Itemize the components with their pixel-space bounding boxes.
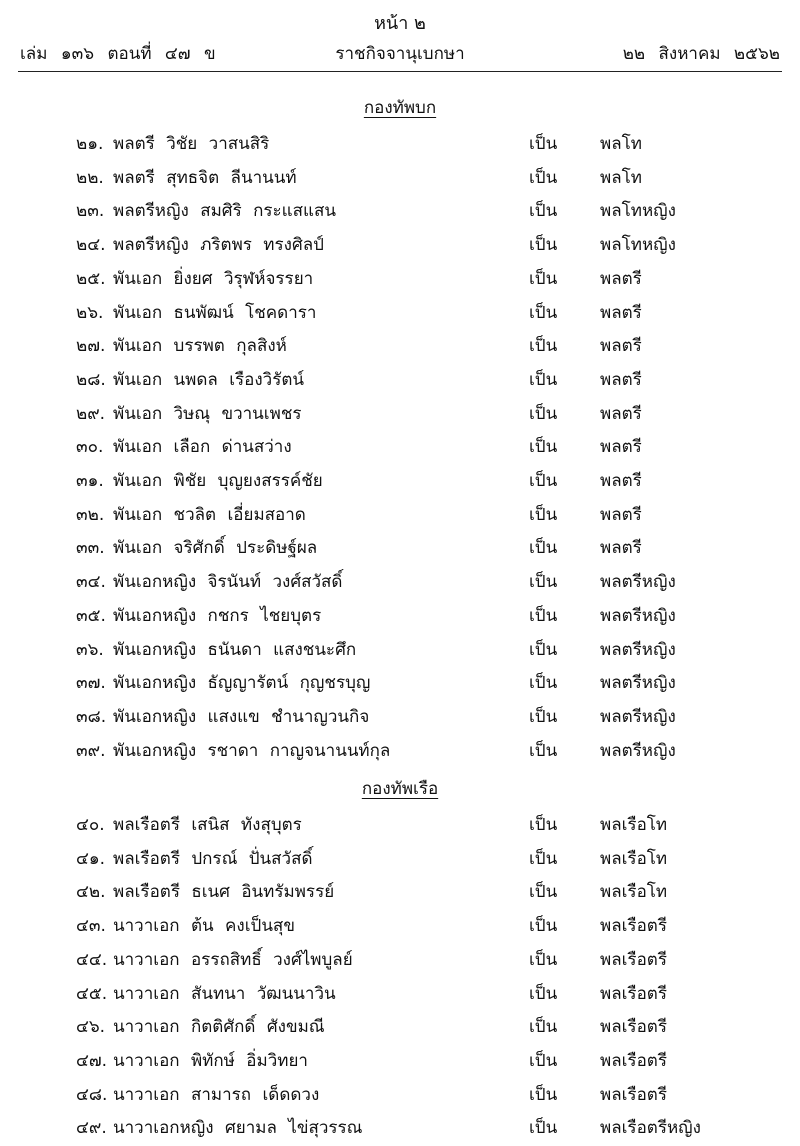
list-item: [0, 1081, 800, 1111]
list-item: [0, 400, 800, 430]
entry-number: ๔๖.: [76, 1017, 106, 1038]
list-item: [0, 636, 800, 666]
entry-name: พันเอก วิษณุ ขวานเพชร: [113, 403, 302, 424]
entry-verb: เป็น: [529, 471, 558, 491]
entry-name: นาวาเอกหญิง ศยามล ไข่สุวรรณ: [113, 1118, 363, 1139]
entry-rank: พลตรี: [600, 403, 642, 424]
entry-rank: พลเรือตรี: [600, 1084, 667, 1105]
header-divider: [18, 71, 782, 72]
entry-name: พันเอกหญิง ธัญญารัตน์ กุญชรบุญ: [113, 673, 371, 694]
entry-number: ๔๒.: [76, 882, 106, 903]
entry-rank: พลตรี: [600, 302, 642, 323]
entry-rank: พลตรี: [600, 437, 642, 458]
entry-verb: เป็น: [529, 201, 558, 222]
entry-name: พันเอก จริศักดิ์ ประดิษฐ์ผล: [113, 538, 318, 559]
entry-name: นาวาเอก กิตติศักดิ์ ศังขมณี: [113, 1017, 325, 1038]
entry-number: ๒๓.: [76, 201, 105, 222]
list-item: [0, 501, 800, 531]
list-item: [0, 164, 800, 194]
entry-name: พันเอกหญิง รชาดา กาญจนานนท์กุล: [113, 740, 391, 761]
entry-number: ๓๗.: [76, 673, 106, 694]
entry-rank: พลตรีหญิง: [600, 572, 676, 593]
entry-name: พลตรี สุทธจิต ลีนานนท์: [113, 167, 297, 188]
entry-verb: เป็น: [529, 235, 558, 256]
entry-verb: เป็น: [529, 1050, 558, 1071]
entry-number: ๒๕.: [76, 268, 106, 289]
entry-verb: เป็น: [529, 639, 558, 660]
entry-rank: พลตรีหญิง: [600, 740, 676, 761]
entry-number: ๔๔.: [76, 949, 108, 970]
entry-verb: เป็น: [529, 268, 558, 289]
list-item: [0, 265, 800, 295]
entry-verb: เป็น: [529, 302, 558, 323]
list-item: [0, 332, 800, 362]
entry-verb: เป็น: [529, 815, 558, 835]
list-item: [0, 669, 800, 699]
entry-number: ๓๓.: [76, 538, 105, 559]
entry-name: พลเรือตรี ปกรณ์ ปั่นสวัสดิ์: [113, 848, 313, 869]
entry-verb: เป็น: [529, 882, 558, 903]
entry-name: พลตรีหญิง สมศิริ กระแสแสน: [113, 201, 336, 222]
entry-name: นาวาเอก ต้น คงเป็นสุข: [113, 916, 295, 937]
entry-number: ๒๔.: [76, 235, 106, 256]
entry-verb: เป็น: [529, 572, 558, 593]
entry-number: ๓๖.: [76, 639, 104, 660]
entry-number: ๓๔.: [76, 572, 106, 593]
list-item: [0, 467, 800, 497]
entry-number: ๒๘.: [76, 369, 106, 390]
entry-name: พันเอกหญิง กชกร ไชยบุตร: [113, 605, 322, 626]
entry-number: ๔๘.: [76, 1084, 108, 1105]
list-item: [0, 946, 800, 976]
list-item: [0, 534, 800, 564]
entry-rank: พลเรือตรี: [600, 1050, 667, 1071]
entry-name: นาวาเอก อรรถสิทธิ์ วงศ์ไพบูลย์: [113, 949, 353, 970]
entry-rank: พลตรี: [600, 336, 642, 357]
entry-number: ๔๓.: [76, 916, 106, 937]
entry-rank: พลเรือตรี: [600, 916, 667, 937]
list-item: [0, 602, 800, 632]
entry-name: นาวาเอก สันทนา วัฒนนาวิน: [113, 983, 336, 1004]
entry-number: ๔๕.: [76, 983, 108, 1004]
list-item: [0, 231, 800, 261]
volume-issue: เล่ม ๑๓๖ ตอนที่ ๔๗ ข: [20, 44, 216, 64]
entry-name: พันเอก นพดล เรืองวิรัตน์: [113, 369, 305, 390]
entry-verb: เป็น: [529, 538, 558, 559]
entry-number: ๓๐.: [76, 437, 104, 458]
list-item: [0, 811, 800, 841]
entry-rank: พลเรือตรี: [600, 949, 667, 970]
entry-name: พลตรีหญิง ภริตพร ทรงศิลป์: [113, 235, 324, 256]
section-title: กองทัพเรือ: [361, 779, 439, 799]
list-item: [0, 1013, 800, 1043]
entry-rank: พลเรือโท: [600, 815, 668, 835]
entry-number: ๔๐.: [76, 815, 105, 835]
entry-number: ๔๗.: [76, 1050, 108, 1071]
entry-verb: เป็น: [529, 167, 558, 188]
entry-rank: พลเรือตรีหญิง: [600, 1118, 701, 1139]
list-item: [0, 568, 800, 598]
entry-name: พันเอกหญิง แสงแข ชำนาญวนกิจ: [113, 706, 370, 727]
entry-verb: เป็น: [529, 403, 558, 424]
entry-number: ๓๑.: [76, 471, 104, 491]
entry-verb: เป็น: [529, 605, 558, 626]
entry-name: พลเรือตรี ธเนศ อินทรัมพรรย์: [113, 882, 335, 903]
entry-rank: พลตรีหญิง: [600, 605, 676, 626]
entry-name: พันเอก ยิ่งยศ วิรุฬห์จรรยา: [113, 268, 314, 289]
list-item: [0, 912, 800, 942]
entry-verb: เป็น: [529, 949, 558, 970]
entry-rank: พลโทหญิง: [600, 201, 676, 222]
entry-rank: พลตรี: [600, 369, 642, 390]
entry-number: ๒๖.: [76, 302, 104, 323]
entry-rank: พลตรี: [600, 504, 642, 525]
entry-name: พันเอก ชวลิต เอี่ยมสอาด: [113, 504, 306, 525]
entry-number: ๓๘.: [76, 706, 107, 727]
entry-name: พันเอกหญิง จิรนันท์ วงศ์สวัสดิ์: [113, 572, 343, 593]
entry-name: พันเอกหญิง ธนันดา แสงชนะศึก: [113, 639, 357, 660]
list-item: [0, 980, 800, 1010]
entry-rank: พลโทหญิง: [600, 235, 676, 256]
entry-rank: พลโท: [600, 134, 642, 154]
entry-rank: พลเรือโท: [600, 882, 668, 903]
entry-rank: พลตรีหญิง: [600, 673, 676, 694]
list-item: [0, 737, 800, 767]
page-number: หน้า ๒: [374, 13, 426, 34]
entry-name: พลตรี วิชัย วาสนสิริ: [113, 134, 270, 154]
list-item: [0, 433, 800, 463]
entry-verb: เป็น: [529, 673, 558, 694]
entry-verb: เป็น: [529, 134, 558, 154]
list-item: [0, 878, 800, 908]
entry-verb: เป็น: [529, 916, 558, 937]
entry-number: ๒๙.: [76, 403, 106, 424]
entry-rank: พลเรือตรี: [600, 1017, 667, 1038]
entry-verb: เป็น: [529, 336, 558, 357]
entry-number: ๒๒.: [76, 167, 104, 188]
entry-name: พันเอก ธนพัฒน์ โชคดารา: [113, 302, 317, 323]
entry-rank: พลโท: [600, 167, 642, 188]
entry-verb: เป็น: [529, 740, 558, 761]
entry-name: พลเรือตรี เสนิส ทังสุบุตร: [113, 815, 302, 835]
entry-verb: เป็น: [529, 369, 558, 390]
publication-title: ราชกิจจานุเบกษา: [335, 44, 465, 64]
entry-name: นาวาเอก พิทักษ์ อิ่มวิทยา: [113, 1050, 308, 1071]
entry-rank: พลเรือตรี: [600, 983, 667, 1004]
entry-number: ๒๗.: [76, 336, 106, 357]
list-item: [0, 299, 800, 329]
entry-name: พันเอก บรรพต กุลสิงห์: [113, 336, 287, 357]
entry-verb: เป็น: [529, 1084, 558, 1105]
list-item: [0, 366, 800, 396]
entry-number: ๓๙.: [76, 740, 106, 761]
entry-number: ๓๒.: [76, 504, 105, 525]
entry-verb: เป็น: [529, 848, 558, 869]
entry-rank: พลตรีหญิง: [600, 639, 676, 660]
entry-verb: เป็น: [529, 1118, 558, 1139]
list-item: [0, 130, 800, 160]
section-title: กองทัพบก: [363, 98, 437, 118]
entry-name: พันเอก พิชัย บุญยงสรรค์ชัย: [113, 471, 323, 491]
list-item: [0, 845, 800, 875]
entry-rank: พลตรี: [600, 471, 642, 491]
entry-number: ๔๙.: [76, 1118, 107, 1139]
entry-number: ๓๕.: [76, 605, 106, 626]
entry-name: นาวาเอก สามารถ เด็ดดวง: [113, 1084, 320, 1105]
list-item: [0, 197, 800, 227]
entry-rank: พลตรี: [600, 268, 642, 289]
entry-number: ๔๑.: [76, 848, 106, 869]
list-item: [0, 1114, 800, 1144]
entry-verb: เป็น: [529, 706, 558, 727]
list-item: [0, 1047, 800, 1077]
gazette-header: [20, 40, 780, 68]
entry-verb: เป็น: [529, 983, 558, 1004]
entry-number: ๒๑.: [76, 134, 104, 154]
publication-date: ๒๒ สิงหาคม ๒๕๖๒: [622, 44, 780, 64]
entry-rank: พลตรี: [600, 538, 642, 559]
entry-verb: เป็น: [529, 504, 558, 525]
list-item: [0, 703, 800, 733]
entry-rank: พลตรีหญิง: [600, 706, 676, 727]
entry-name: พันเอก เลือก ด่านสว่าง: [113, 437, 292, 458]
entry-verb: เป็น: [529, 1017, 558, 1038]
entry-verb: เป็น: [529, 437, 558, 458]
entry-rank: พลเรือโท: [600, 848, 668, 869]
